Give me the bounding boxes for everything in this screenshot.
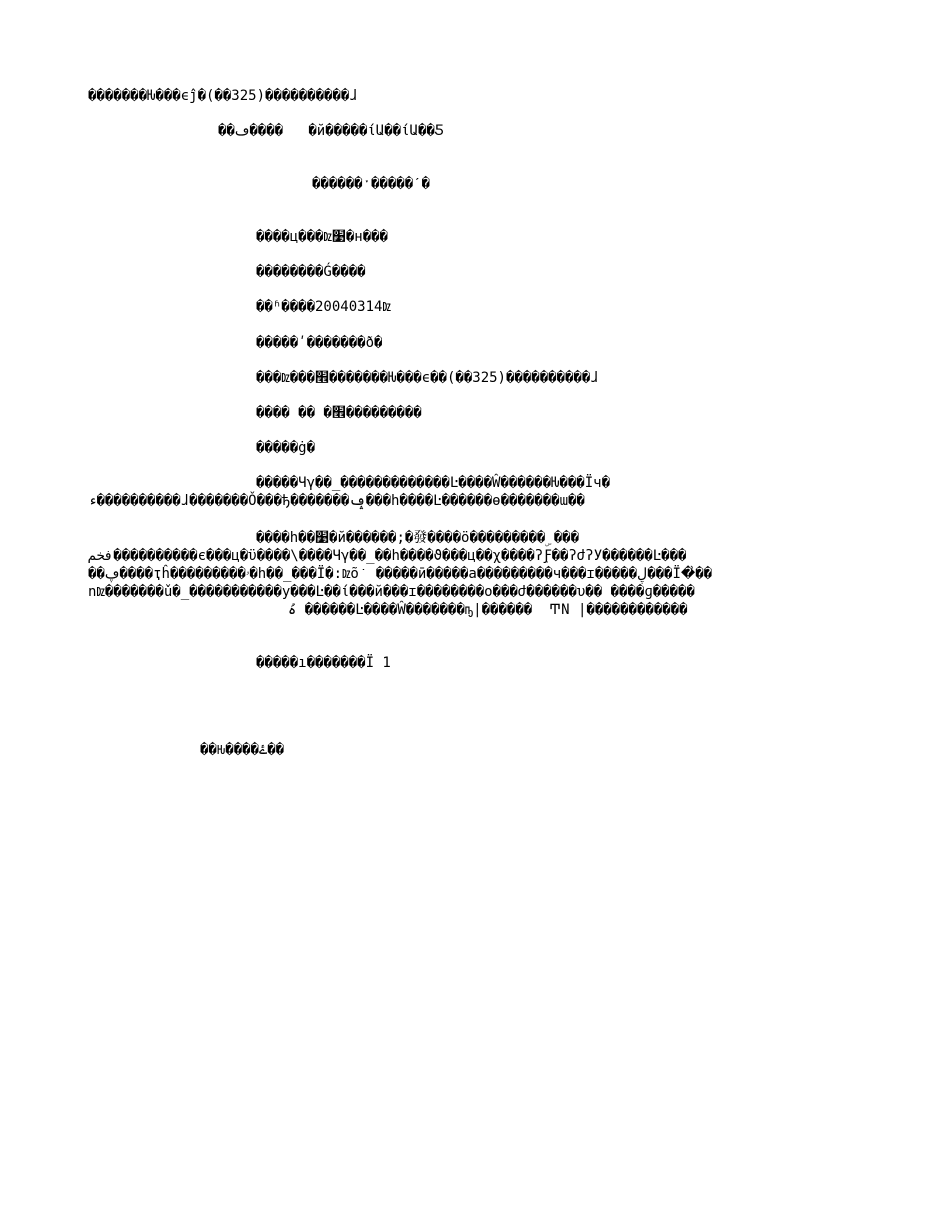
field-date: ��ʱ����20040314ǲ — [256, 299, 391, 315]
paragraph-1-line-1: �����Чγ��_�������������Ŀ����Ŵ������Ƕ���Ϊч� — [256, 475, 611, 491]
paragraph-2-line-5: ުہ ������Ŀ����Ŵ�������ҧ|������ ͲΝ |������������ — [288, 602, 688, 618]
center-heading: ������ˑ�����ˊ� — [312, 176, 430, 192]
paragraph-1-line-2: ء����������ɺ�������Ǒ���ђ�������ݡ���h����Ŀ������ѳ�������ɯ�� — [88, 493, 585, 509]
header-title: �������Ƕ���ϵĵ�(��325)����������ɺ — [88, 88, 358, 104]
field-line: ����ц���ǲ׹�н��� — [256, 229, 388, 245]
paragraph-2-line-4: nǲ�������ǔ�_�����������у���Ŀ��ί���й���ɪ��������ο���ժ������υ�� ����ɡ����� — [88, 584, 695, 600]
field-line: ���� �� �׮��������� — [256, 405, 422, 421]
closing-line: ��Ԋ����ۓ�� — [200, 742, 285, 758]
field-line: ��������Ǵ���� — [256, 264, 366, 280]
subheader: ��ڡ���� �й�����ίԱ��ίԱ��Ƽ — [218, 123, 444, 139]
field-title-ref: ���ǲ���׮�������Ƕ���ϵ��(��325)����������ɺ — [256, 370, 599, 386]
paragraph-2-line-1: ����h��׹�й������;�發����ö���������ۣ ��� — [256, 530, 580, 546]
field-line: �����ʹ�������ð� — [256, 335, 383, 351]
paragraph-2-line-3: ��ڥ����ҭĥ���������ۥ�h��_���Ϊ�꞉ǲõ݁ �����ӣ�����а���������ч���ɪ�����ڸ���Ϊ�͗�� — [88, 566, 713, 582]
field-line: �����ġ� — [256, 440, 316, 456]
footer-field: �����ı�������Ϊ 1 — [256, 655, 391, 671]
paragraph-2-line-2: فخم����������є���ц�ϋ����\����Чγ��_��h����ϑ���ц��χ����ʔִƑ��ʔժʔУ������Ŀ��� — [88, 548, 687, 564]
